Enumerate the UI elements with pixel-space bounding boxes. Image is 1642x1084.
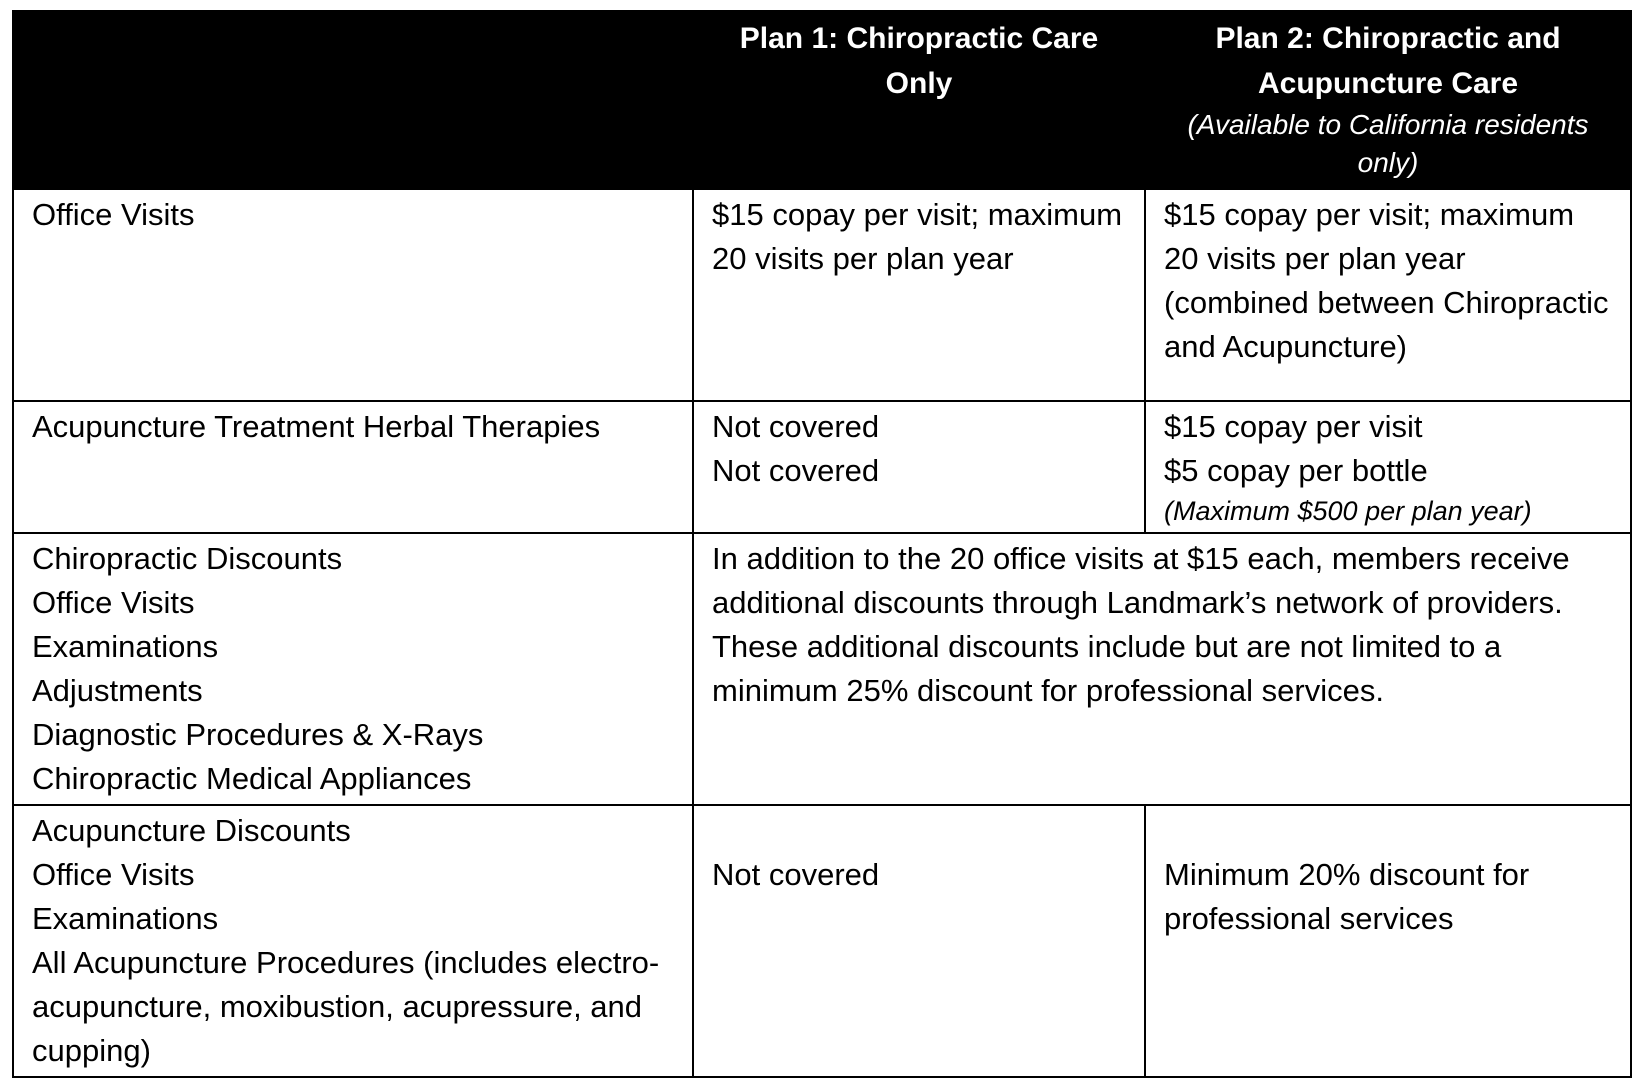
header-row — [13, 11, 1631, 189]
list-item: Adjustments — [32, 673, 203, 708]
chiropractic-discounts-shared: In addition to the 20 office visits at $15 each, members receive additional discounts through Landmark’s network of providers. These additional discounts include but are not limited to a minimum 25% discount for professional services. — [693, 533, 1631, 805]
plan2-header — [1145, 11, 1631, 189]
table-row-office-visits — [13, 189, 1631, 401]
acupuncture-herbal-plan1 — [693, 401, 1145, 533]
office-visits-plan1: $15 copay per visit; maximum 20 visits per plan year — [693, 189, 1145, 401]
plan1-header — [693, 11, 1145, 189]
acupuncture-plan1-line: Not covered — [712, 409, 880, 444]
acupuncture-herbal-label: Acupuncture Treatment Herbal Therapies — [13, 401, 693, 533]
plan2-title: Plan 2: Chiropractic and Acupuncture Care — [1215, 22, 1561, 100]
chiropractic-discounts-label — [13, 533, 693, 805]
list-item: Chiropractic Discounts — [32, 541, 343, 576]
table-row-acupuncture-herbal — [13, 401, 1631, 533]
acupuncture-plan2-line: $15 copay per visit — [1164, 409, 1423, 444]
herbal-maximum-note: (Maximum $500 per plan year) — [1164, 496, 1532, 526]
herbal-plan1-line: Not covered — [712, 453, 880, 488]
acupuncture-discounts-label — [13, 805, 693, 1077]
list-item: Examinations — [32, 629, 219, 664]
benefits-comparison-table — [12, 10, 1632, 1078]
table-row-chiropractic-discounts — [13, 533, 1631, 805]
list-item: Diagnostic Procedures & X-Rays — [32, 717, 484, 752]
table-row-acupuncture-discounts — [13, 805, 1631, 1077]
header-blank-cell — [13, 11, 693, 189]
herbal-plan2-line: $5 copay per bottle — [1164, 453, 1428, 488]
list-item: Office Visits — [32, 585, 195, 620]
list-item: All Acupuncture Procedures (includes electro-acupuncture, moxibustion, acupressure, and cupping) — [32, 945, 660, 1068]
plan2-availability-note: (Available to California residents only) — [1187, 109, 1589, 178]
acupuncture-discounts-plan2: Minimum 20% discount for professional services — [1145, 805, 1631, 1077]
office-visits-label: Office Visits — [13, 189, 693, 401]
list-item: Chiropractic Medical Appliances — [32, 761, 472, 796]
acupuncture-discounts-plan1: Not covered — [693, 805, 1145, 1077]
list-item: Examinations — [32, 901, 219, 936]
list-item: Office Visits — [32, 857, 195, 892]
acupuncture-herbal-plan2 — [1145, 401, 1631, 533]
list-item: Acupuncture Discounts — [32, 813, 351, 848]
plan1-title: Plan 1: Chiropractic Care Only — [739, 22, 1099, 100]
office-visits-plan2: $15 copay per visit; maximum 20 visits per plan year (combined between Chiropractic and Acupuncture) — [1145, 189, 1631, 401]
